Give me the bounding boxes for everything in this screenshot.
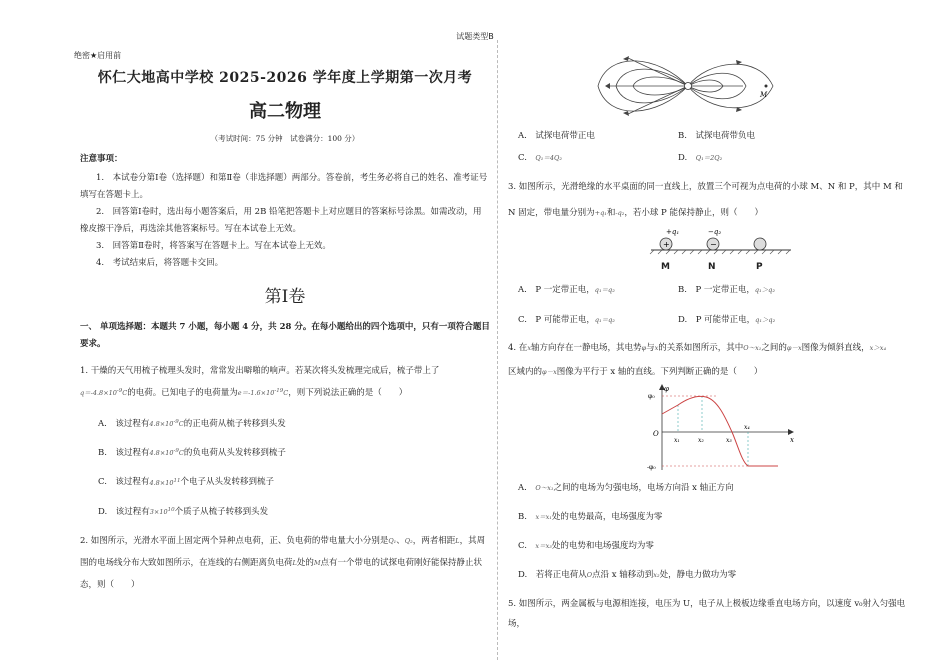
option-text: 个质子从梳子转移到头发 — [174, 506, 269, 517]
question-2-stem — [80, 530, 490, 596]
q4-stem-part: 4. 在 — [508, 343, 528, 353]
option-formula: x₂ — [653, 571, 660, 579]
secret-label: 绝密★启用前 — [74, 51, 122, 60]
q2-option-c[interactable] — [518, 150, 678, 166]
q1-option-b[interactable] — [98, 438, 490, 467]
question-3-stem — [508, 174, 908, 226]
axis-phi-label: φ — [664, 385, 669, 393]
q4-stem-part: 之间的 — [761, 343, 787, 353]
option-text: 试探电荷带正电 — [535, 131, 595, 141]
q1-stem-part: 1. 干燥的天气用梳子梳理头发时，常常发出噼啪的响声。若某次将头发梳理完成后，梳子带上了 — [80, 366, 440, 376]
q4-stem-part: 与 — [646, 343, 655, 353]
ball-n-label: N — [708, 262, 716, 272]
field-lines-figure — [568, 50, 788, 122]
formula-base: 4.8×10 — [149, 420, 174, 429]
question-1-stem — [80, 361, 490, 403]
formula-unit: C — [178, 449, 184, 458]
q4-option-d[interactable] — [518, 561, 908, 590]
ball-p-label: P — [756, 262, 763, 272]
option-label: B. — [678, 285, 687, 295]
q1-option-d[interactable] — [98, 497, 490, 526]
q4-condition: x＞x₄ — [869, 344, 887, 352]
q3-option-a[interactable] — [518, 282, 678, 298]
ball-m-label: M — [661, 262, 670, 272]
q3-option-c[interactable] — [518, 312, 678, 328]
q4-option-a[interactable] — [518, 474, 908, 503]
option-formula: q₁＞q₂ — [755, 316, 776, 324]
q4-option-b[interactable] — [518, 503, 908, 532]
q2-stem-part: 2. 如图所示，光滑水平面上固定两个异种点电荷，正、负电荷的带电量大小分别是 — [80, 535, 389, 546]
option-label: B. — [98, 448, 107, 459]
x3-label: x₃ — [726, 437, 732, 444]
q2-option-b[interactable] — [678, 128, 838, 144]
option-label: B. — [518, 512, 527, 522]
q1-charge-unit: C — [122, 389, 128, 398]
q1-e-unit: C — [283, 389, 289, 398]
q2-stem-part: ，两者相距 — [412, 535, 456, 546]
q2-stem-part: ，其周围的电场线分布大致如图所示，在连线的右侧距离负电荷 — [80, 535, 486, 568]
x4-label: x₄ — [744, 424, 750, 431]
option-formula: Q₁＝2Q₂ — [695, 154, 723, 162]
x2-label: x₂ — [698, 437, 704, 444]
option-formula: O～x₁ — [535, 484, 554, 492]
q4-range: O～x₁ — [743, 344, 762, 352]
option-text: 的负电荷从头发转移到梳子 — [183, 448, 286, 459]
formula-unit: C — [178, 420, 184, 429]
axis-x-label: x — [790, 436, 794, 444]
option-text: P 一定带正电， — [695, 285, 755, 295]
q3-option-b[interactable] — [678, 282, 838, 298]
option-label: D. — [678, 153, 688, 163]
q4-x-symbol: x — [527, 344, 531, 352]
option-label: A. — [518, 285, 527, 295]
q3-stem-part: 3. 如图所示，光滑绝缘的水平桌面的同一直线上，放置三个可视为点电荷的小球 M、N 和 P，其中 M 和 N 固定，带电量分别为 — [508, 182, 903, 218]
option-formula — [149, 420, 183, 428]
option-label: D. — [678, 315, 688, 325]
option-label: C. — [98, 477, 107, 488]
q2-l-symbol: L — [292, 558, 297, 567]
question-4-stem — [508, 336, 908, 384]
q4-x-symbol: x — [654, 344, 659, 352]
q1-stem-part: ，则下列说法正确的是（ ） — [288, 388, 408, 399]
q2-q1-symbol: Q₁ — [388, 536, 397, 545]
phi-x-graph — [648, 384, 798, 474]
formula-base: 3×10 — [149, 507, 168, 516]
notice-heading: 注意事项： — [80, 154, 123, 164]
option-formula — [150, 508, 175, 516]
option-text: P 可能带正电， — [695, 315, 756, 325]
part-title: 第Ⅰ卷 — [264, 287, 306, 307]
q3-stem-part: ，若小球 P 能保持静止，则（ ） — [624, 208, 763, 218]
q3-and: 和 — [606, 208, 616, 218]
option-text: 该过程有 — [115, 419, 150, 430]
option-text: P 一定带正电， — [535, 285, 595, 295]
notice-item: 3. 回答第Ⅱ卷时，将答案写在答题卡上。写在本试卷上无效。 — [96, 241, 331, 251]
notice-item: 1. 本试卷分第Ⅰ卷（选择题）和第Ⅱ卷（非选择题）两部分。答卷前，考生务必将自己的姓名、准考证号填写在答题卡上。 — [80, 173, 488, 200]
formula-exp: 11 — [173, 477, 181, 484]
formula-exp: -9 — [173, 448, 179, 455]
q4-phix: φ－x — [542, 368, 557, 376]
three-balls-figure — [646, 226, 796, 264]
right-column — [508, 50, 908, 634]
option-label: C. — [518, 541, 527, 551]
option-label: D. — [98, 506, 108, 517]
q1-e-formula — [238, 389, 288, 397]
formula-exp: -9 — [173, 419, 179, 426]
option-text: 处的电势最高，电场强度为零 — [551, 512, 663, 522]
option-text: 处的电势和电场强度均为零 — [551, 541, 654, 551]
option-label: D. — [518, 570, 528, 580]
option-formula: x＝x₃ — [535, 542, 552, 550]
q1-option-c[interactable] — [98, 467, 490, 496]
point-m-label: M — [760, 91, 768, 99]
option-text: 之间的电场为匀强电场，电场方向沿 x 轴正方向 — [553, 483, 734, 493]
formula-base: 4.8×10 — [149, 449, 174, 458]
x1-label: x₁ — [674, 437, 680, 444]
origin-label: O — [653, 430, 659, 438]
option-formula: x＝x₁ — [535, 513, 552, 521]
exam-title: 怀仁大地高中学校 2025-2026 学年度上学期第一次月考 — [97, 70, 473, 86]
option-label: B. — [678, 131, 687, 141]
exam-meta: （考试时间：75 分钟 试卷满分：100 分） — [210, 134, 360, 143]
notice-item: 4. 考试结束后，将答题卡交回。 — [96, 258, 224, 268]
option-label: C. — [518, 315, 527, 325]
q3-charge-1: +q₁ — [594, 209, 607, 217]
section-desc: 本题共 7 小题，每小题 4 分，共 28 分。在每小题给出的四个选项中，只有一项符合题目要求。 — [80, 322, 490, 349]
q2-stem-part: 点有一个带电的试探电荷刚好能保持静止状态，则（ ） — [80, 557, 483, 590]
ball-n-sign: − — [710, 240, 717, 249]
ball-n-charge: −q₂ — [708, 228, 722, 236]
option-formula: q₁＞q₂ — [754, 286, 775, 294]
q2-q2-symbol: Q₂ — [404, 536, 413, 545]
option-text: P 可能带正电， — [535, 315, 595, 325]
q4-stem-part: 图像为倾斜直线， — [801, 343, 870, 353]
q1-e-base: e＝-1.6×10 — [237, 389, 275, 398]
q1-option-a[interactable] — [98, 409, 490, 438]
option-formula: q₁＝q₂ — [594, 316, 615, 324]
option-text: 若将正电荷从 — [535, 570, 587, 580]
q4-stem-part: 轴方向存在一静电场，其电势 — [530, 343, 642, 353]
left-column — [74, 50, 490, 596]
q4-stem-part: 图像为平行于 x 轴的直线。下列判断正确的是（ ） — [556, 367, 763, 377]
q2-options — [518, 128, 908, 166]
ball-m-charge: +q₁ — [666, 228, 680, 236]
neg-phi0-label: -φ₀ — [647, 464, 656, 471]
option-text: 试探电荷带负电 — [695, 131, 755, 141]
option-text: 该过程有 — [115, 506, 150, 517]
formula-exp: 10 — [167, 506, 175, 513]
option-formula — [149, 449, 183, 457]
option-label: A. — [518, 131, 527, 141]
column-divider — [497, 40, 498, 660]
q2-option-a[interactable] — [518, 128, 678, 144]
section-heading — [80, 319, 490, 353]
formula-base: 4.8×10 — [149, 478, 174, 487]
section-title: 单项选择题： — [99, 322, 151, 332]
q2-option-d[interactable] — [678, 150, 838, 166]
q2-stem-part: 处的 — [296, 557, 314, 568]
option-text: 个电子从头发转移到梳子 — [180, 477, 275, 488]
option-label: A. — [98, 419, 107, 430]
q1-charge-exp: -9 — [116, 388, 123, 394]
q1-stem-part: 的电荷。已知电子的电荷量为 — [127, 388, 238, 399]
notice-item: 2. 回答第Ⅰ卷时，选出每小题答案后，用 2B 铅笔把答题卡上对应题目的答案标号涂黑。如需改动，用橡皮擦干净后，再选涂其他答案标号。写在本试卷上无效。 — [80, 207, 482, 234]
section-number: 一、 — [80, 322, 98, 332]
q3-charge-2: -q₂ — [615, 209, 625, 217]
q2-m-symbol: M — [313, 558, 321, 567]
subject-title: 高二物理 — [249, 101, 321, 122]
ball-m-sign: + — [663, 240, 670, 249]
phi0-label: φ₀ — [648, 393, 655, 400]
q4-option-c[interactable] — [518, 532, 908, 561]
q1-e-exp: -19 — [274, 388, 284, 394]
paper-type-label: 试题类型B — [456, 32, 494, 41]
q4-phi-symbol: φ — [641, 344, 647, 352]
option-text: 点沿 x 轴移动到 — [592, 570, 654, 580]
option-formula: Q₁＝4Q₂ — [535, 154, 562, 162]
q4-stem-part: 的关系如图所示，其中 — [658, 343, 744, 353]
option-text: 该过程有 — [115, 477, 150, 488]
q3-options — [518, 282, 908, 328]
option-text: 该过程有 — [115, 448, 150, 459]
option-text: 的正电荷从梳子转移到头发 — [183, 419, 286, 430]
q1-charge-base: q＝-4.8×10 — [80, 389, 117, 398]
q1-charge-formula — [80, 389, 127, 397]
q4-phix: φ－x — [786, 344, 802, 352]
q2-l-symbol: L — [455, 536, 460, 545]
q4-stem-part: 区域内的 — [508, 367, 543, 377]
option-label: A. — [518, 483, 527, 493]
option-text: 处，静电力做功为零 — [659, 570, 737, 580]
option-formula — [149, 479, 180, 487]
question-5-stem: 5. 如图所示，两金属板与电源相连接，电压为 U，电子从上极板边缘垂直电场方向，以速度 v₀射入匀强电场， — [508, 599, 906, 629]
option-formula: q₁＝q₂ — [594, 286, 615, 294]
q4-options — [518, 474, 908, 590]
q3-option-d[interactable] — [678, 312, 838, 328]
q1-options — [80, 409, 490, 526]
q2-separator: 、 — [396, 535, 405, 546]
option-label: C. — [518, 153, 527, 163]
option-formula: O — [586, 571, 593, 579]
ball-labels — [646, 264, 908, 276]
